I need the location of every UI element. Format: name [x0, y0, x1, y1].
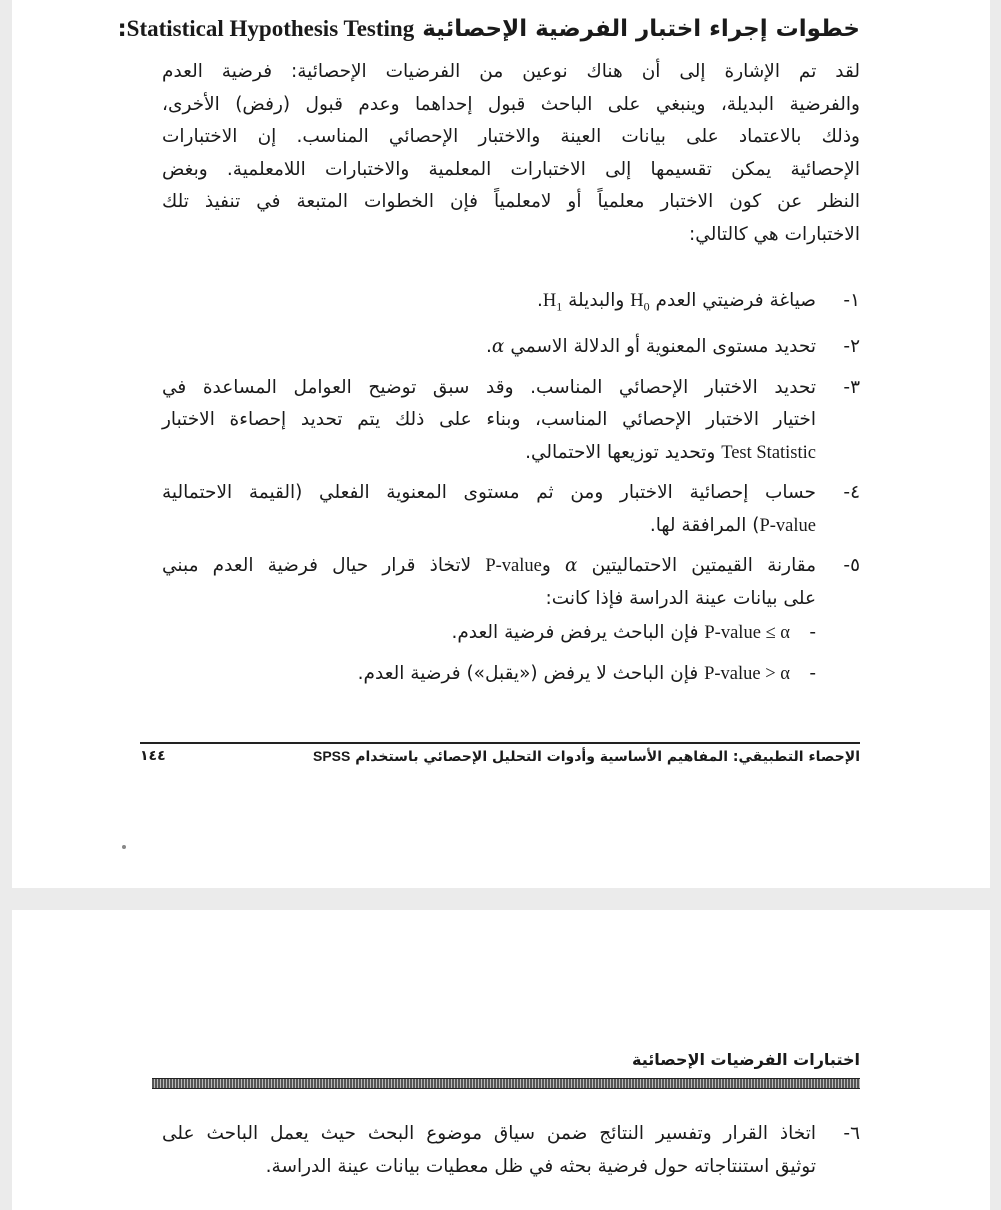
step-number: ١-: [843, 290, 860, 311]
step1-text-a: صياغة فرضيتي العدم: [655, 290, 816, 311]
heading-arabic: خطوات إجراء اختبار الفرضية الإحصائية: [422, 16, 860, 42]
step-1: [162, 285, 860, 323]
p-value-term: P-value: [759, 515, 816, 536]
book-title: الإحصاء التطبيقي: المفاهيم الأساسية وأدوات التحليل الإحصائي باستخدام SPSS: [312, 748, 860, 765]
h0-symbol: $H_0$: [630, 291, 650, 314]
step-3: [162, 372, 860, 470]
test-statistic-term: Test Statistic: [721, 442, 816, 463]
decision-rule-reject: - P-value ≤ α فإن الباحث يرفض فرضية العدم.: [162, 617, 816, 650]
running-head: اختبارات الفرضيات الإحصائية: [632, 1050, 860, 1069]
section-heading: [117, 12, 860, 46]
heading-english: Statistical Hypothesis Testing: [126, 16, 415, 41]
alpha-symbol: α: [491, 336, 505, 358]
condition: P-value ≤ α: [704, 623, 790, 644]
step-text: صياغة فرضيتي العدم $H_0$ والبديلة $H_1$.: [536, 290, 816, 314]
step-number: ٣-: [843, 376, 860, 398]
step-number: ٥-: [843, 555, 860, 577]
step-number: ٢-: [843, 336, 860, 358]
condition: P-value > α: [704, 663, 790, 684]
step-number: ٦-: [843, 1123, 860, 1144]
page-number: ١٤٤: [140, 748, 166, 764]
step-text: حساب إحصائية الاختبار ومن ثم مستوى المعنوية الفعلي (القيمة الاحتمالية P-value) المرافقة لها.: [162, 482, 816, 536]
step-number: ٤-: [843, 482, 860, 504]
heading-colon: :: [117, 16, 127, 42]
page-speck: [122, 845, 126, 849]
steps-list: [162, 285, 860, 706]
step-text: تحديد مستوى المعنوية أو الدلالة الاسمي α.: [486, 336, 816, 358]
header-rule: [152, 1078, 860, 1089]
intro-paragraph: [162, 56, 860, 251]
step1-text-b: والبديلة: [568, 290, 625, 311]
p-value-term: P-value: [485, 556, 542, 577]
book-page-next: [12, 910, 990, 1210]
alpha-symbol: α: [564, 555, 578, 577]
step-text: اتخاذ القرار وتفسير النتائج ضمن سياق موضوع البحث حيث يعمل الباحث على توثيق استنتاجاته حول فرضية بحثه في ظل معطيات بيانات عينة الدراسة.: [162, 1123, 816, 1177]
decision-rule-accept: - P-value > α فإن الباحث لا يرفض («يقبل») فرضية العدم.: [162, 658, 816, 691]
intro-line: الإحصائية يمكن تقسيمها إلى الاختبارات المعلمية والاختبارات اللامعلمية. وبغض: [162, 158, 860, 180]
step-text: تحديد الاختبار الإحصائي المناسب. وقد سبق توضيح العوامل المساعدة في اختيار الاختبار الإحصائي المناسب، وبناء على ذلك يتم تحديد إحصاءة الاختبار Test Statistic وتحديد توزيعها الاحتمالي.: [162, 376, 816, 463]
step-4: [162, 477, 860, 542]
intro-line: النظر عن كون الاختبار معلمياً أو لامعلمياً فإن الخطوات المتبعة في تنفيذ تلك: [162, 191, 860, 212]
h1-symbol: $H_1$: [542, 291, 563, 314]
intro-line: والفرضية البديلة، وينبغي على الباحث قبول إحداهما وعدم قبول (رفض) الأخرى،: [162, 93, 860, 115]
intro-line: وذلك بالاعتماد على بيانات العينة والاختبار الإحصائي المناسب. إن الاختبارات: [162, 126, 860, 147]
page-footer: [140, 742, 860, 765]
step-6: [162, 1118, 860, 1191]
intro-line: لقد تم الإشارة إلى أن هناك نوعين من الفرضيات الإحصائية: فرضية العدم: [162, 61, 860, 82]
step-5: [162, 550, 860, 698]
book-page-144: [12, 0, 990, 888]
step-text: مقارنة القيمتين الاحتماليتين α وP-value لاتخاذ قرار حيال فرضية العدم مبني على بيانات عينة الدراسة فإذا كانت: - P-value ≤ α فإن الباحث يرفض فرضية العدم. - P-value > α فإن الباحث لا يرفض («يقبل») فرضية العدم.: [162, 550, 816, 698]
step-2: [162, 331, 860, 364]
intro-line: الاختبارات هي كالتالي:: [689, 223, 860, 245]
